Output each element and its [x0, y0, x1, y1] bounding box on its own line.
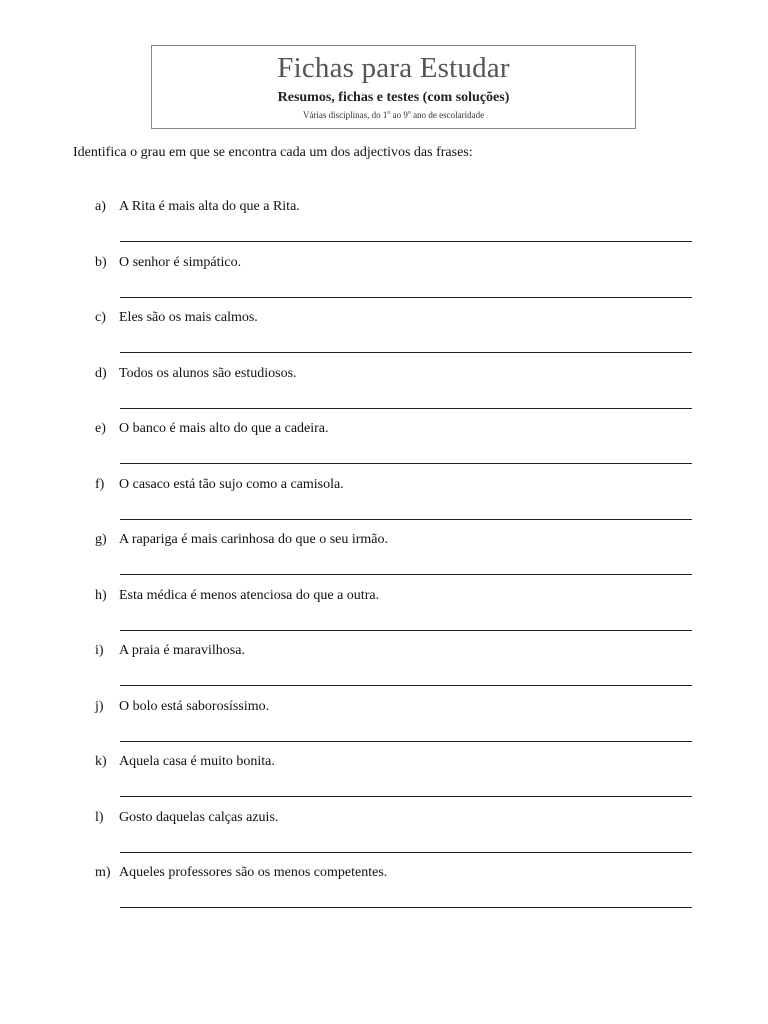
- tagline-sup-1: o: [387, 110, 391, 116]
- question-item: [0, 532, 768, 588]
- question-text: Eles são os mais calmos.: [119, 310, 258, 325]
- answer-line[interactable]: [120, 574, 692, 575]
- question-text: O banco é mais alto do que a cadeira.: [119, 421, 329, 436]
- question-letter: c): [95, 310, 106, 325]
- answer-line[interactable]: [120, 408, 692, 409]
- question-text: Aqueles professores são os menos competentes.: [119, 865, 388, 880]
- question-item: [0, 255, 768, 311]
- answer-line[interactable]: [120, 852, 692, 853]
- question-letter: k): [95, 754, 107, 769]
- question-item: [0, 699, 768, 755]
- answer-line[interactable]: [120, 463, 692, 464]
- tagline-mid: ao 9: [390, 110, 408, 120]
- page-tagline: [152, 110, 635, 120]
- answer-line[interactable]: [120, 741, 692, 742]
- question-item: [0, 754, 768, 810]
- question-text: Esta médica é menos atenciosa do que a outra.: [119, 587, 380, 603]
- answer-line[interactable]: [120, 297, 692, 298]
- answer-line[interactable]: [120, 519, 692, 520]
- answer-line[interactable]: [120, 241, 692, 242]
- question-text: Todos os alunos são estudiosos.: [119, 365, 297, 381]
- question-letter: m): [95, 865, 111, 880]
- question-item: [0, 865, 768, 921]
- answer-line[interactable]: [120, 907, 692, 908]
- question-letter: f): [95, 476, 105, 492]
- question-item: [0, 421, 768, 477]
- question-letter: i): [95, 643, 104, 658]
- question-item: [0, 588, 768, 644]
- instructions: Identifica o grau em que se encontra cada um dos adjectivos das frases:: [73, 145, 473, 160]
- question-text: A rapariga é mais carinhosa do que o seu irmão.: [119, 532, 389, 547]
- question-item: [0, 199, 768, 255]
- question-letter: h): [95, 587, 107, 603]
- question-item: [0, 477, 768, 533]
- question-letter: d): [95, 365, 107, 381]
- question-item: [0, 810, 768, 866]
- question-item: [0, 643, 768, 699]
- question-item: [0, 366, 768, 422]
- question-text: Gosto daquelas calças azuis.: [119, 809, 279, 825]
- page-subtitle: Resumos, fichas e testes (com soluções): [277, 90, 510, 105]
- tagline-end: ano de escolaridade: [410, 110, 485, 120]
- answer-line[interactable]: [120, 796, 692, 797]
- question-letter: g): [95, 532, 107, 547]
- question-letter: e): [95, 421, 106, 436]
- question-letter: j): [95, 698, 104, 714]
- question-text: O bolo está saborosíssimo.: [119, 698, 270, 714]
- tagline-sup-2: o: [407, 110, 411, 116]
- question-text: O casaco está tão sujo como a camisola.: [119, 476, 344, 492]
- header-box: [151, 45, 636, 129]
- question-item: [0, 310, 768, 366]
- question-letter: l): [95, 809, 104, 825]
- answer-line[interactable]: [120, 630, 692, 631]
- question-text: Aquela casa é muito bonita.: [119, 754, 275, 769]
- question-letter: b): [95, 254, 107, 270]
- question-letter: a): [95, 199, 106, 214]
- page-title: Fichas para Estudar: [277, 52, 510, 84]
- answer-line[interactable]: [120, 685, 692, 686]
- question-text: A praia é maravilhosa.: [119, 643, 245, 658]
- question-text: A Rita é mais alta do que a Rita.: [119, 199, 300, 214]
- tagline-start: Várias disciplinas, do 1: [302, 110, 388, 120]
- question-text: O senhor é simpático.: [119, 254, 242, 270]
- answer-line[interactable]: [120, 352, 692, 353]
